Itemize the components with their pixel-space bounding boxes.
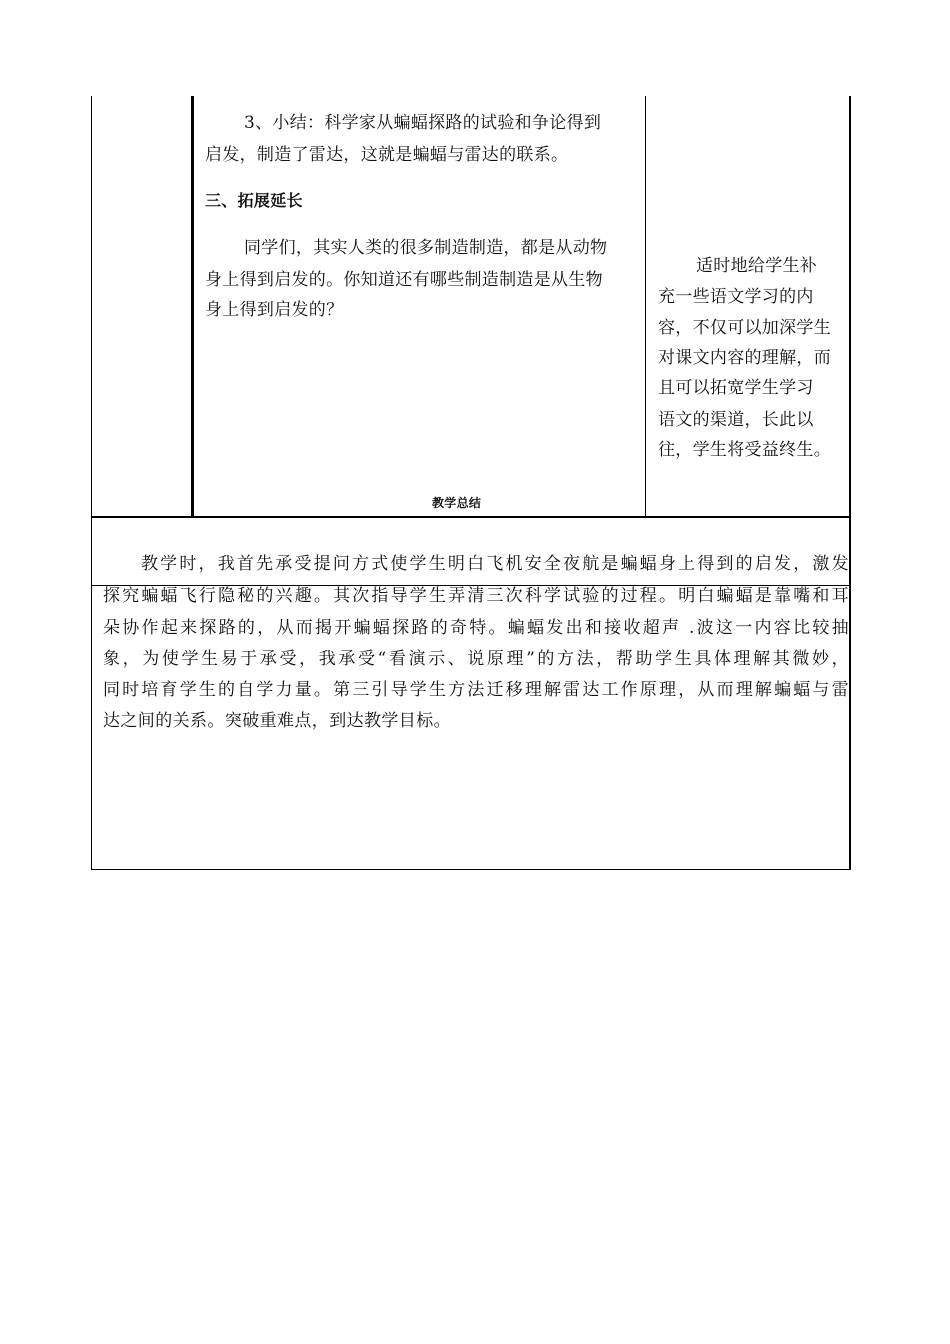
extension-line1: 同学们，其实人类的很多制造制造，都是从动物 bbox=[244, 238, 608, 258]
summary-line4: 象，为使学生易于承受，我承受“看演示、说原理”的方法，帮助学生具体理解其微妙， bbox=[103, 649, 849, 669]
extension-line3: 身上得到启发的？ bbox=[205, 300, 344, 320]
summary-line2: 探究蝙蝠飞行隐秘的兴趣。其次指导学生弄清三次科学试验的过程。明白蝙蝠是靠嘴和耳 bbox=[103, 586, 849, 606]
note-line2: 充一些语文学习的内 bbox=[658, 287, 814, 307]
summary-line6: 达之间的关系。突破重难点，到达教学目标。 bbox=[103, 711, 451, 731]
point3-line1: 3、小结：科学家从蝙蝠探路的试验和争论得到 bbox=[244, 113, 602, 133]
note-line6: 语文的渠道，长此以 bbox=[658, 410, 814, 430]
note-line7: 往，学生将受益终生。 bbox=[658, 440, 831, 460]
extension-line2: 身上得到启发的。你知道还有哪些制造制造是从生物 bbox=[205, 270, 603, 290]
section3-heading: 三、拓展延长 bbox=[205, 191, 303, 210]
table-left-border bbox=[91, 96, 92, 870]
note-line5: 且可以拓宽学生学习 bbox=[658, 378, 814, 398]
note-line1: 适时地给学生补 bbox=[696, 256, 818, 276]
row-divider-summary bbox=[91, 516, 850, 518]
note-line3: 容，不仅可以加深学生 bbox=[658, 318, 831, 338]
point3-line2: 启发，制造了雷达，这就是蝙蝠与雷达的联系。 bbox=[205, 145, 569, 165]
column-divider-2 bbox=[645, 96, 646, 517]
table-right-border bbox=[849, 96, 851, 870]
summary-line5: 同时培育学生的自学力量。第三引导学生方法迁移理解雷达工作原理，从而理解蝙蝠与雷 bbox=[103, 680, 849, 700]
note-line4: 对课文内容的理解，而 bbox=[658, 348, 831, 368]
summary-line3: 朵协作起来探路的，从而揭开蝙蝠探路的奇特。蝙蝠发出和接收超声 .波这一内容比较抽 bbox=[103, 618, 849, 638]
summary-line1: 教学时，我首先承受提问方式使学生明白飞机安全夜航是蝙蝠身上得到的启发，激发 bbox=[141, 554, 849, 574]
column-divider-1 bbox=[191, 96, 194, 517]
table-bottom-border bbox=[91, 869, 851, 870]
summary-label: 教学总结 bbox=[432, 496, 482, 510]
